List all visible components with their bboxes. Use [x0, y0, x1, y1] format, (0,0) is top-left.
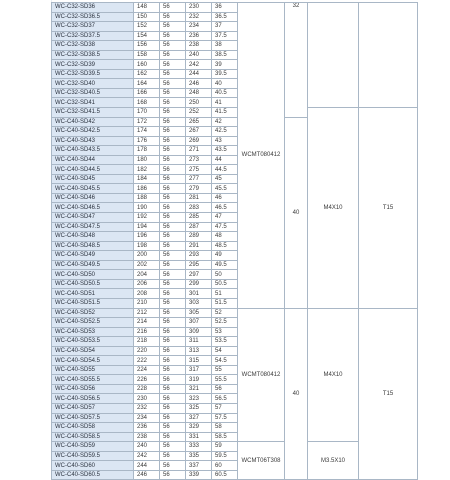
dimension-b-cell: 56: [160, 365, 186, 375]
product-code-cell: WC-C40-SD58: [52, 423, 134, 433]
product-code-cell: WC-C40-SD47: [52, 213, 134, 223]
product-code-cell: WC-C40-SD60.5: [52, 470, 134, 480]
product-code-cell: WC-C32-SD38: [52, 41, 134, 51]
dimension-c-cell: 311: [186, 337, 212, 347]
insert-group-cell: WCMT080412: [238, 308, 285, 442]
dimension-b-cell: 56: [160, 108, 186, 118]
dimension-c-cell: 275: [186, 165, 212, 175]
dimension-b-cell: 56: [160, 470, 186, 480]
dimension-c-cell: 319: [186, 375, 212, 385]
product-code-cell: WC-C40-SD51: [52, 289, 134, 299]
dimension-d-cell: 38: [212, 41, 238, 51]
dimension-a-cell: 240: [134, 442, 160, 452]
dimension-a-cell: 204: [134, 270, 160, 280]
dimension-c-cell: 315: [186, 356, 212, 366]
table-row: [52, 308, 418, 318]
dimension-d-cell: 50.5: [212, 279, 238, 289]
dimension-a-cell: 208: [134, 289, 160, 299]
dimension-d-cell: 36: [212, 3, 238, 13]
dimension-b-cell: 56: [160, 442, 186, 452]
dimension-c-cell: 317: [186, 365, 212, 375]
dimension-a-cell: 214: [134, 318, 160, 328]
dimension-a-cell: 156: [134, 41, 160, 51]
dimension-d-cell: 43.5: [212, 146, 238, 156]
dimension-c-cell: 281: [186, 193, 212, 203]
product-code-cell: WC-C40-SD44: [52, 155, 134, 165]
key-group-cell: T15: [359, 108, 418, 308]
dimension-d-cell: 37: [212, 22, 238, 32]
dimension-c-cell: 252: [186, 108, 212, 118]
dimension-b-cell: 56: [160, 50, 186, 60]
product-code-cell: WC-C40-SD58.5: [52, 432, 134, 442]
dimension-d-cell: 45.5: [212, 184, 238, 194]
dimension-c-cell: 269: [186, 136, 212, 146]
dimension-c-cell: 240: [186, 50, 212, 60]
dimension-a-cell: 182: [134, 165, 160, 175]
dimension-d-cell: 50: [212, 270, 238, 280]
dimension-b-cell: 56: [160, 193, 186, 203]
dimension-a-cell: 226: [134, 375, 160, 385]
dimension-d-cell: 42: [212, 117, 238, 127]
dimension-a-cell: 206: [134, 279, 160, 289]
dimension-b-cell: 56: [160, 384, 186, 394]
dimension-a-cell: 216: [134, 327, 160, 337]
dimension-d-cell: 36.5: [212, 12, 238, 22]
product-code-cell: WC-C40-SD50: [52, 270, 134, 280]
dimension-c-cell: 337: [186, 461, 212, 471]
dimension-b-cell: 56: [160, 203, 186, 213]
dimension-c-cell: 291: [186, 241, 212, 251]
dimension-b-cell: 56: [160, 12, 186, 22]
product-code-cell: WC-C40-SD52: [52, 308, 134, 318]
screw-group-cell: M4X10: [308, 308, 359, 442]
dimension-d-cell: 60.5: [212, 470, 238, 480]
dimension-a-cell: 150: [134, 12, 160, 22]
dimension-b-cell: 56: [160, 69, 186, 79]
dimension-c-cell: 305: [186, 308, 212, 318]
dimension-a-cell: 164: [134, 79, 160, 89]
dimension-c-cell: 297: [186, 270, 212, 280]
dimension-c-cell: 313: [186, 346, 212, 356]
dimension-c-cell: 339: [186, 470, 212, 480]
table-row: [52, 3, 418, 13]
dimension-b-cell: 56: [160, 184, 186, 194]
dimension-c-cell: 277: [186, 174, 212, 184]
product-code-cell: WC-C40-SD54.5: [52, 356, 134, 366]
dimension-a-cell: 242: [134, 451, 160, 461]
dimension-c-cell: 335: [186, 451, 212, 461]
product-code-cell: WC-C40-SD59.5: [52, 451, 134, 461]
dimension-d-cell: 48: [212, 232, 238, 242]
dimension-b-cell: 56: [160, 337, 186, 347]
dimension-b-cell: 56: [160, 260, 186, 270]
dimension-a-cell: 162: [134, 69, 160, 79]
dimension-b-cell: 56: [160, 146, 186, 156]
dimension-a-cell: 218: [134, 337, 160, 347]
dimension-b-cell: 56: [160, 213, 186, 223]
dimension-c-cell: 267: [186, 127, 212, 137]
product-code-cell: WC-C40-SD45: [52, 174, 134, 184]
product-code-cell: WC-C40-SD46.5: [52, 203, 134, 213]
dimension-d-cell: 56.5: [212, 394, 238, 404]
dimension-b-cell: 56: [160, 3, 186, 13]
dimension-d-cell: 55.5: [212, 375, 238, 385]
product-code-cell: WC-C40-SD43: [52, 136, 134, 146]
dimension-b-cell: 56: [160, 403, 186, 413]
product-code-cell: WC-C40-SD44.5: [52, 165, 134, 175]
dimension-a-cell: 200: [134, 251, 160, 261]
dimension-a-cell: 186: [134, 184, 160, 194]
dimension-a-cell: 158: [134, 50, 160, 60]
dimension-b-cell: 56: [160, 117, 186, 127]
dimension-b-cell: 56: [160, 136, 186, 146]
dimension-c-cell: 303: [186, 298, 212, 308]
dimension-d-cell: 46: [212, 193, 238, 203]
dimension-c-cell: 287: [186, 222, 212, 232]
dimension-a-cell: 166: [134, 88, 160, 98]
dimension-c-cell: 234: [186, 22, 212, 32]
dimension-d-cell: 42.5: [212, 127, 238, 137]
dimension-a-cell: 154: [134, 31, 160, 41]
dimension-b-cell: 56: [160, 327, 186, 337]
dimension-d-cell: 51: [212, 289, 238, 299]
dimension-b-cell: 56: [160, 318, 186, 328]
dimension-d-cell: 41: [212, 98, 238, 108]
product-code-cell: WC-C32-SD38.5: [52, 50, 134, 60]
dimension-a-cell: 168: [134, 98, 160, 108]
dimension-d-cell: 55: [212, 365, 238, 375]
dimension-d-cell: 49: [212, 251, 238, 261]
product-code-cell: WC-C32-SD37: [52, 22, 134, 32]
dimension-d-cell: 52: [212, 308, 238, 318]
dimension-b-cell: 56: [160, 31, 186, 41]
dimension-b-cell: 56: [160, 279, 186, 289]
dimension-b-cell: 56: [160, 413, 186, 423]
dimension-c-cell: 301: [186, 289, 212, 299]
key-group-cell: T15: [359, 308, 418, 480]
dimension-d-cell: 58: [212, 423, 238, 433]
table-row: [52, 108, 418, 118]
dimension-d-cell: 38.5: [212, 50, 238, 60]
dimension-b-cell: 56: [160, 461, 186, 471]
dimension-b-cell: 56: [160, 423, 186, 433]
product-code-cell: WC-C40-SD48.5: [52, 241, 134, 251]
dimension-a-cell: 246: [134, 470, 160, 480]
product-code-cell: WC-C40-SD53: [52, 327, 134, 337]
dimension-c-cell: 273: [186, 155, 212, 165]
dimension-c-cell: 327: [186, 413, 212, 423]
dimension-d-cell: 40: [212, 79, 238, 89]
dimension-c-cell: 248: [186, 88, 212, 98]
product-code-cell: WC-C40-SD55: [52, 365, 134, 375]
dimension-d-cell: 59.5: [212, 451, 238, 461]
dimension-d-cell: 41.5: [212, 108, 238, 118]
dimension-d-cell: 54.5: [212, 356, 238, 366]
dimension-d-cell: 59: [212, 442, 238, 452]
dimension-b-cell: 56: [160, 375, 186, 385]
dimension-b-cell: 56: [160, 60, 186, 70]
product-code-cell: WC-C40-SD49.5: [52, 260, 134, 270]
dimension-a-cell: 238: [134, 432, 160, 442]
dimension-d-cell: 44.5: [212, 165, 238, 175]
dimension-d-cell: 47: [212, 213, 238, 223]
dimension-c-cell: 246: [186, 79, 212, 89]
dimension-a-cell: 190: [134, 203, 160, 213]
dimension-a-cell: 180: [134, 155, 160, 165]
dimension-b-cell: 56: [160, 79, 186, 89]
dimension-c-cell: 293: [186, 251, 212, 261]
product-code-cell: WC-C32-SD39.5: [52, 69, 134, 79]
product-code-cell: WC-C40-SD54: [52, 346, 134, 356]
dimension-a-cell: 198: [134, 241, 160, 251]
spec-table-body: [52, 3, 418, 480]
dimension-a-cell: 174: [134, 127, 160, 137]
dimension-b-cell: 56: [160, 241, 186, 251]
dimension-c-cell: 295: [186, 260, 212, 270]
dimension-d-cell: 43: [212, 136, 238, 146]
dimension-d-cell: 37.5: [212, 31, 238, 41]
dimension-c-cell: 238: [186, 41, 212, 51]
product-code-cell: WC-C40-SD49: [52, 251, 134, 261]
dimension-c-cell: 329: [186, 423, 212, 433]
dimension-a-cell: 176: [134, 136, 160, 146]
spec-table: [51, 2, 418, 480]
product-code-cell: WC-C32-SD40.5: [52, 88, 134, 98]
dimension-b-cell: 56: [160, 270, 186, 280]
dimension-c-cell: 285: [186, 213, 212, 223]
dimension-c-cell: 325: [186, 403, 212, 413]
dimension-a-cell: 244: [134, 461, 160, 471]
product-code-cell: WC-C40-SD50.5: [52, 279, 134, 289]
diameter-group-cell: 40: [285, 117, 308, 308]
dimension-d-cell: 46.5: [212, 203, 238, 213]
dimension-c-cell: 331: [186, 432, 212, 442]
dimension-a-cell: 220: [134, 346, 160, 356]
product-code-cell: WC-C40-SD56.5: [52, 394, 134, 404]
dimension-a-cell: 148: [134, 3, 160, 13]
dimension-a-cell: 234: [134, 413, 160, 423]
dimension-c-cell: 244: [186, 69, 212, 79]
dimension-d-cell: 52.5: [212, 318, 238, 328]
dimension-b-cell: 56: [160, 298, 186, 308]
product-code-cell: WC-C40-SD59: [52, 442, 134, 452]
product-code-cell: WC-C40-SD46: [52, 193, 134, 203]
dimension-a-cell: 230: [134, 394, 160, 404]
dimension-c-cell: 307: [186, 318, 212, 328]
product-code-cell: WC-C40-SD56: [52, 384, 134, 394]
dimension-d-cell: 53: [212, 327, 238, 337]
product-code-cell: WC-C40-SD47.5: [52, 222, 134, 232]
diameter-group-cell: 32: [285, 3, 308, 118]
dimension-d-cell: 53.5: [212, 337, 238, 347]
dimension-d-cell: 51.5: [212, 298, 238, 308]
dimension-c-cell: 323: [186, 394, 212, 404]
dimension-b-cell: 56: [160, 88, 186, 98]
dimension-b-cell: 56: [160, 127, 186, 137]
dimension-b-cell: 56: [160, 289, 186, 299]
diameter-group-cell: 40: [285, 308, 308, 480]
product-code-cell: WC-C32-SD41.5: [52, 108, 134, 118]
dimension-b-cell: 56: [160, 432, 186, 442]
dimension-a-cell: 222: [134, 356, 160, 366]
dimension-a-cell: 194: [134, 222, 160, 232]
product-code-cell: WC-C40-SD60: [52, 461, 134, 471]
dimension-c-cell: 321: [186, 384, 212, 394]
product-code-cell: WC-C32-SD37.5: [52, 31, 134, 41]
dimension-a-cell: 172: [134, 117, 160, 127]
product-code-cell: WC-C40-SD42.5: [52, 127, 134, 137]
dimension-b-cell: 56: [160, 98, 186, 108]
dimension-a-cell: 224: [134, 365, 160, 375]
dimension-b-cell: 56: [160, 394, 186, 404]
product-code-cell: WC-C40-SD52.5: [52, 318, 134, 328]
product-code-cell: WC-C40-SD57: [52, 403, 134, 413]
product-code-cell: WC-C40-SD57.5: [52, 413, 134, 423]
dimension-a-cell: 232: [134, 403, 160, 413]
product-code-cell: WC-C32-SD41: [52, 98, 134, 108]
dimension-c-cell: 250: [186, 98, 212, 108]
dimension-c-cell: 289: [186, 232, 212, 242]
dimension-d-cell: 47.5: [212, 222, 238, 232]
screw-group-cell: M4X10: [308, 108, 359, 308]
dimension-c-cell: 279: [186, 184, 212, 194]
dimension-c-cell: 265: [186, 117, 212, 127]
product-code-cell: WC-C40-SD42: [52, 117, 134, 127]
dimension-c-cell: 236: [186, 31, 212, 41]
dimension-c-cell: 309: [186, 327, 212, 337]
dimension-b-cell: 56: [160, 251, 186, 261]
dimension-c-cell: 271: [186, 146, 212, 156]
dimension-a-cell: 212: [134, 308, 160, 318]
dimension-d-cell: 56: [212, 384, 238, 394]
dimension-c-cell: 242: [186, 60, 212, 70]
dimension-a-cell: 188: [134, 193, 160, 203]
dimension-b-cell: 56: [160, 22, 186, 32]
product-code-cell: WC-C32-SD40: [52, 79, 134, 89]
dimension-a-cell: 170: [134, 108, 160, 118]
dimension-b-cell: 56: [160, 232, 186, 242]
dimension-d-cell: 48.5: [212, 241, 238, 251]
dimension-b-cell: 56: [160, 308, 186, 318]
dimension-d-cell: 40.5: [212, 88, 238, 98]
dimension-a-cell: 196: [134, 232, 160, 242]
product-code-cell: WC-C32-SD36.5: [52, 12, 134, 22]
dimension-c-cell: 299: [186, 279, 212, 289]
dimension-d-cell: 58.5: [212, 432, 238, 442]
product-code-cell: WC-C40-SD51.5: [52, 298, 134, 308]
dimension-a-cell: 192: [134, 213, 160, 223]
dimension-d-cell: 39.5: [212, 69, 238, 79]
dimension-c-cell: 230: [186, 3, 212, 13]
dimension-c-cell: 232: [186, 12, 212, 22]
dimension-b-cell: 56: [160, 222, 186, 232]
dimension-b-cell: 56: [160, 451, 186, 461]
screw-group-cell: [308, 3, 359, 108]
dimension-d-cell: 60: [212, 461, 238, 471]
dimension-a-cell: 152: [134, 22, 160, 32]
dimension-b-cell: 56: [160, 346, 186, 356]
dimension-a-cell: 178: [134, 146, 160, 156]
dimension-d-cell: 44: [212, 155, 238, 165]
product-code-cell: WC-C40-SD48: [52, 232, 134, 242]
dimension-a-cell: 184: [134, 174, 160, 184]
dimension-c-cell: 283: [186, 203, 212, 213]
product-code-cell: WC-C32-SD36: [52, 3, 134, 13]
dimension-d-cell: 39: [212, 60, 238, 70]
product-code-cell: WC-C40-SD55.5: [52, 375, 134, 385]
dimension-d-cell: 49.5: [212, 260, 238, 270]
dimension-b-cell: 56: [160, 41, 186, 51]
insert-group-cell: WCMT06T308: [238, 442, 285, 480]
dimension-b-cell: 56: [160, 155, 186, 165]
dimension-a-cell: 160: [134, 60, 160, 70]
dimension-a-cell: 202: [134, 260, 160, 270]
dimension-b-cell: 56: [160, 174, 186, 184]
dimension-d-cell: 45: [212, 174, 238, 184]
dimension-d-cell: 54: [212, 346, 238, 356]
screw-group-cell: M3.5X10: [308, 442, 359, 480]
insert-group-cell: WCMT080412: [238, 3, 285, 309]
product-code-cell: WC-C40-SD53.5: [52, 337, 134, 347]
dimension-a-cell: 210: [134, 298, 160, 308]
dimension-d-cell: 57.5: [212, 413, 238, 423]
product-code-cell: WC-C40-SD43.5: [52, 146, 134, 156]
dimension-a-cell: 236: [134, 423, 160, 433]
dimension-a-cell: 228: [134, 384, 160, 394]
product-code-cell: WC-C40-SD45.5: [52, 184, 134, 194]
dimension-b-cell: 56: [160, 356, 186, 366]
dimension-d-cell: 57: [212, 403, 238, 413]
key-group-cell: [359, 3, 418, 108]
dimension-c-cell: 333: [186, 442, 212, 452]
product-code-cell: WC-C32-SD39: [52, 60, 134, 70]
dimension-b-cell: 56: [160, 165, 186, 175]
